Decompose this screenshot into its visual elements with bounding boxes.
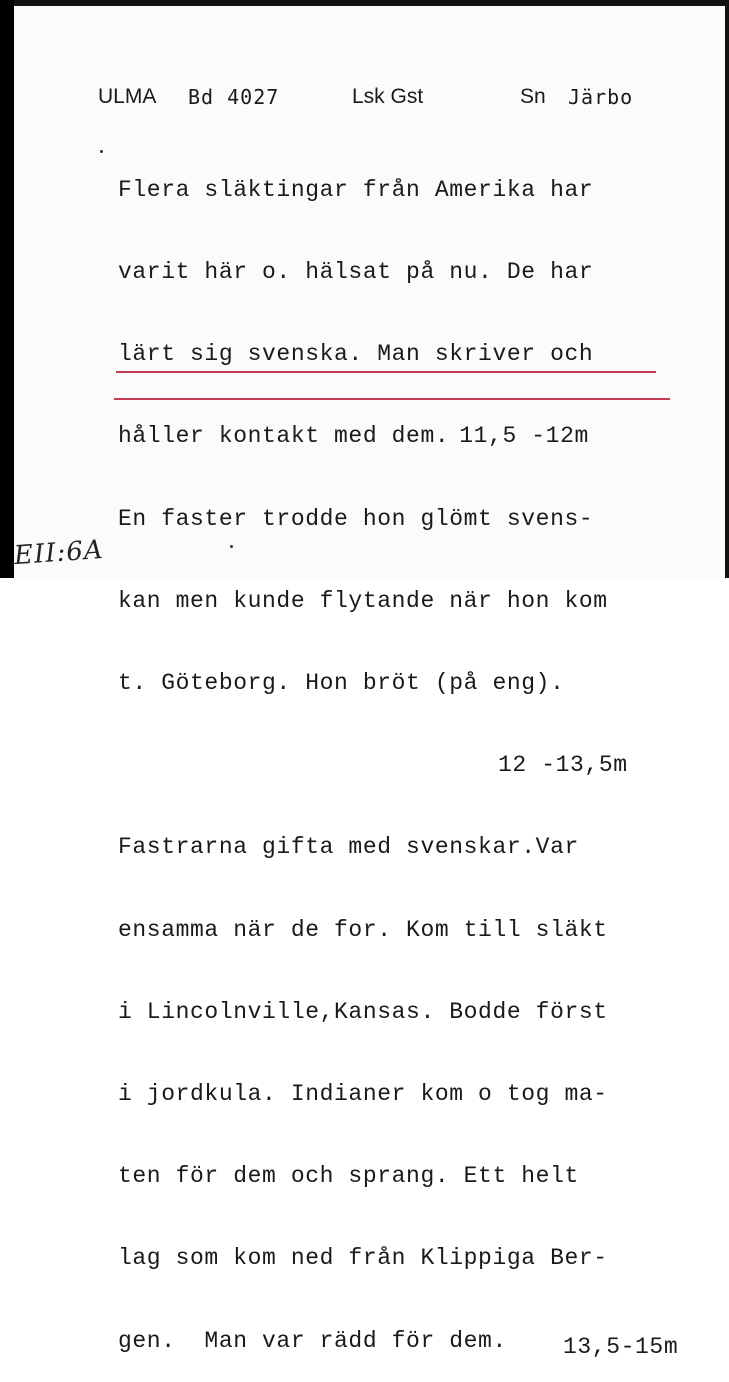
- ink-dot: [100, 150, 103, 153]
- text-line: lag som kom ned från Klippiga Ber-: [118, 1245, 608, 1272]
- lsk-label: Lsk Gst: [352, 85, 424, 108]
- archive-handwritten-mark: EII:6A: [13, 534, 105, 572]
- transcript-body: [118, 122, 718, 1382]
- underline-mark: [114, 398, 670, 400]
- text-line: lärt sig svenska. Man skriver och: [118, 341, 594, 368]
- parish-name: Järbo: [568, 85, 634, 109]
- text-line: i Lincolnville,Kansas. Bodde först: [118, 998, 608, 1025]
- time-reference: 11,5 -12m: [459, 423, 589, 450]
- text-line: [118, 1327, 718, 1360]
- time-reference: 13,5-15m: [563, 1333, 679, 1360]
- text-line: En faster trodde hon glömt svens-: [118, 505, 594, 532]
- text-line: varit här o. hälsat på nu. De har: [118, 259, 594, 286]
- text-line: [118, 423, 718, 450]
- text-line-content: gen. Man var rädd för dem.: [118, 1327, 507, 1354]
- text-line: [118, 752, 718, 779]
- sn-label: Sn: [520, 85, 546, 108]
- text-line-content: håller kontakt med dem.: [118, 423, 450, 450]
- card-header: [0, 82, 729, 118]
- text-line: t. Göteborg. Hon bröt (på eng).: [118, 670, 565, 697]
- text-line: Flera släktingar från Amerika har: [118, 176, 594, 203]
- record-number: Bd 4027: [188, 85, 280, 109]
- text-line: ensamma när de for. Kom till släkt: [118, 916, 608, 943]
- text-line: i jordkula. Indianer kom o tog ma-: [118, 1081, 608, 1108]
- text-line: ten för dem och sprang. Ett helt: [118, 1163, 579, 1190]
- underline-mark: [116, 371, 656, 373]
- text-line: kan men kunde flytande när hon kom: [118, 587, 608, 614]
- time-reference: 12 -13,5m: [498, 752, 628, 779]
- archive-label: ULMA: [98, 85, 157, 108]
- text-line: Fastrarna gifta med svenskar.Var: [118, 834, 579, 861]
